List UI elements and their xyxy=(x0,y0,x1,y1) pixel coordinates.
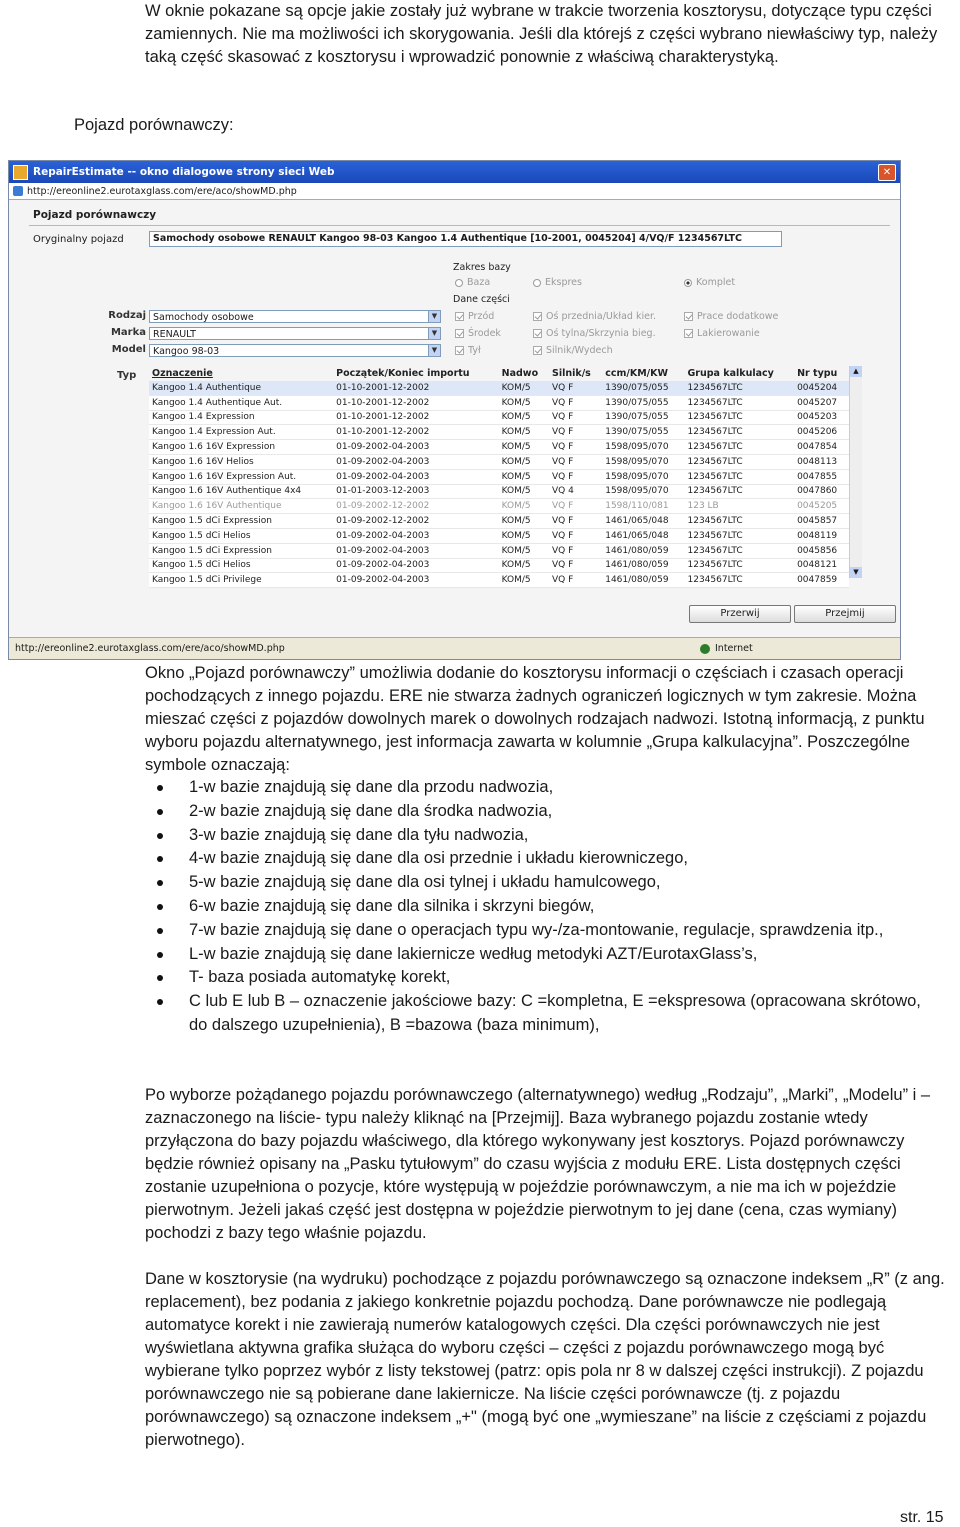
marka-select[interactable] xyxy=(149,327,441,340)
col-header[interactable]: Grupa kalkulacy xyxy=(685,366,795,381)
radio-icon xyxy=(533,279,541,287)
table-cell: VQ F xyxy=(549,410,602,425)
bullet-icon xyxy=(157,904,163,910)
table-cell: 1461/080/059 xyxy=(602,543,684,558)
dialog-content xyxy=(9,200,900,638)
table-cell: Kangoo 1.5 dCi Privilege xyxy=(149,573,333,588)
description-paragraph: Okno „Pojazd porównawczy” umożliwia dodanie do kosztorysu informacji o częściach i czasach operacji pochodzących z innego pojazdu. ERE nie stwarza żadnych ograniczeń logicznych w tym zakresie. Można mieszać części z pojazdów dowolnych marek o dowolnych rodzajach nadwozi. Istotną informacją, z punktu wyboru pojazdu alternatywnego, jest informacja zawarta w kolumnie „Grupa kalkulacyjna”. Poszczególne symbole oznaczają: xyxy=(145,664,925,774)
table-row[interactable] xyxy=(149,558,849,573)
dialog-window-screenshot xyxy=(8,160,901,660)
table-cell: 1234567LTC xyxy=(685,381,795,395)
list-item xyxy=(145,847,935,871)
bullet-icon xyxy=(157,809,163,815)
table-cell: 01-09-2002-04-2003 xyxy=(333,469,498,484)
list-item xyxy=(145,776,935,800)
table-cell: 0045205 xyxy=(794,499,849,514)
table-cell: KOM/5 xyxy=(499,528,549,543)
check-prace-label: Prace dodatkowe xyxy=(697,311,779,322)
table-cell: 01-09-2002-12-2002 xyxy=(333,514,498,529)
table-cell: 0045207 xyxy=(794,395,849,410)
table-cell: 123 LB xyxy=(685,499,795,514)
panel-title: Pojazd porównawczy xyxy=(33,209,157,221)
table-cell: 1234567LTC xyxy=(685,410,795,425)
accept-button[interactable]: Przejmij xyxy=(794,605,896,623)
chevron-down-icon: ▼ xyxy=(428,311,440,322)
table-row[interactable] xyxy=(149,454,849,469)
check-os-przednia-label: Oś przednia/Układ kier. xyxy=(546,311,656,322)
table-row[interactable] xyxy=(149,514,849,529)
rodzaj-value: Samochody osobowe xyxy=(153,312,254,323)
table-cell: 1598/095/070 xyxy=(602,454,684,469)
table-row[interactable] xyxy=(149,528,849,543)
model-value: Kangoo 98-03 xyxy=(153,346,220,357)
check-srodek[interactable] xyxy=(455,328,501,339)
check-os-przednia[interactable] xyxy=(533,311,656,322)
table-cell: 1390/075/055 xyxy=(602,381,684,395)
table-cell: 01-09-2002-04-2003 xyxy=(333,558,498,573)
check-os-tylna[interactable] xyxy=(533,328,656,339)
list-item-text: C lub E lub B – oznaczenie jakościowe bazy: C =kompletna, E =ekspresowa (opracowana skrótowo, do dalszego uzupełnienia), B =bazowa (baza minimum), xyxy=(189,992,921,1034)
table-cell: KOM/5 xyxy=(499,381,549,395)
col-header[interactable]: Początek/Koniec importu xyxy=(333,366,498,381)
checkbox-icon xyxy=(533,329,542,338)
list-item-text: T- baza posiada automatykę korekt, xyxy=(189,968,451,987)
typ-label: Typ xyxy=(117,370,137,381)
table-cell: Kangoo 1.5 dCi Helios xyxy=(149,558,333,573)
chevron-down-icon: ▼ xyxy=(428,328,440,339)
table-row[interactable] xyxy=(149,395,849,410)
table-cell: KOM/5 xyxy=(499,469,549,484)
scroll-down-icon[interactable]: ▼ xyxy=(850,567,862,578)
table-cell: 0045857 xyxy=(794,514,849,529)
table-cell: Kangoo 1.4 Expression xyxy=(149,410,333,425)
table-cell: VQ F xyxy=(549,381,602,395)
window-titlebar xyxy=(9,161,900,183)
table-row[interactable] xyxy=(149,410,849,425)
table-cell: Kangoo 1.6 16V Expression Aut. xyxy=(149,469,333,484)
radio-ekspres[interactable] xyxy=(533,277,582,288)
table-cell: 0047860 xyxy=(794,484,849,499)
list-item xyxy=(145,943,935,967)
section-label: Pojazd porównawczy: xyxy=(74,116,234,134)
table-cell: 1234567LTC xyxy=(685,469,795,484)
table-cell: 1234567LTC xyxy=(685,528,795,543)
check-srodek-label: Środek xyxy=(468,328,501,339)
table-cell: 1234567LTC xyxy=(685,543,795,558)
radio-selected-icon xyxy=(684,279,692,287)
table-cell: 01-09-2002-04-2003 xyxy=(333,454,498,469)
table-row[interactable] xyxy=(149,573,849,588)
table-cell: 0047859 xyxy=(794,573,849,588)
table-cell: 1234567LTC xyxy=(685,573,795,588)
check-lakierowanie[interactable] xyxy=(684,328,760,339)
table-cell: VQ F xyxy=(549,573,602,588)
radio-baza[interactable] xyxy=(455,277,490,288)
radio-komplet-label: Komplet xyxy=(696,277,736,288)
status-zone-label: Internet xyxy=(715,643,753,654)
vehicle-type-table xyxy=(149,366,849,588)
table-cell: 1390/075/055 xyxy=(602,410,684,425)
checkbox-icon xyxy=(455,329,464,338)
table-row[interactable] xyxy=(149,440,849,455)
status-url: http://ereonline2.eurotaxglass.com/ere/aco/showMD.php xyxy=(15,643,285,654)
table-cell: Kangoo 1.4 Authentique Aut. xyxy=(149,395,333,410)
check-silnik[interactable] xyxy=(533,345,613,356)
radio-komplet[interactable] xyxy=(684,277,735,288)
panel-divider xyxy=(29,225,890,226)
chevron-down-icon: ▼ xyxy=(428,345,440,356)
table-row[interactable] xyxy=(149,425,849,440)
address-url: http://ereonline2.eurotaxglass.com/ere/aco/showMD.php xyxy=(27,185,297,197)
table-header-row xyxy=(149,366,849,381)
list-item xyxy=(145,895,935,919)
checkbox-icon xyxy=(533,346,542,355)
table-cell: 01-01-2003-12-2003 xyxy=(333,484,498,499)
table-cell: 1461/080/059 xyxy=(602,573,684,588)
app-icon xyxy=(13,165,28,180)
table-cell: VQ F xyxy=(549,499,602,514)
table-cell: 1598/095/070 xyxy=(602,484,684,499)
table-row[interactable] xyxy=(149,484,849,499)
table-cell: VQ F xyxy=(549,395,602,410)
model-select[interactable] xyxy=(149,344,441,357)
status-zone xyxy=(700,643,900,654)
list-item-text: 2-w bazie znajdują się dane dla środka nadwozia, xyxy=(189,801,553,820)
list-item-text: 7-w bazie znajdują się dane o operacjach typu wy-/za-montowanie, regulacje, sprawdzenia itp., xyxy=(189,920,884,939)
table-cell: VQ F xyxy=(549,558,602,573)
table-cell: 1461/080/059 xyxy=(602,558,684,573)
table-cell: VQ F xyxy=(549,543,602,558)
table-cell: 1234567LTC xyxy=(685,558,795,573)
table-cell: Kangoo 1.6 16V Helios xyxy=(149,454,333,469)
table-cell: 1598/095/070 xyxy=(602,440,684,455)
marka-value: RENAULT xyxy=(153,329,196,340)
table-cell: 0045856 xyxy=(794,543,849,558)
cancel-button[interactable]: Przerwij xyxy=(689,605,791,623)
table-cell: VQ F xyxy=(549,425,602,440)
table-row[interactable] xyxy=(149,543,849,558)
table-cell: KOM/5 xyxy=(499,410,549,425)
col-header[interactable]: Silnik/s xyxy=(549,366,602,381)
table-cell: 0045206 xyxy=(794,425,849,440)
table-cell: 1234567LTC xyxy=(685,454,795,469)
table-cell: Kangoo 1.6 16V Authentique xyxy=(149,499,333,514)
bullet-icon xyxy=(157,952,163,958)
intro-paragraph: W oknie pokazane są opcje jakie zostały już wybrane w trakcie tworzenia kosztorysu, dotyczące typu części zamiennych. Nie ma możliwości ich skorygowania. Jeśli dla którejś z części wybrano niewłaściwy typ, należy taką część skasować z kosztorysu i wprowadzić ponownie z właściwą charakterystyką. xyxy=(145,2,938,66)
radio-ekspres-label: Ekspres xyxy=(545,277,582,288)
checkbox-icon xyxy=(684,329,693,338)
bullet-icon xyxy=(157,833,163,839)
table-cell: 01-09-2002-04-2003 xyxy=(333,528,498,543)
list-item xyxy=(145,966,935,990)
table-cell: KOM/5 xyxy=(499,395,549,410)
table-cell: 0048119 xyxy=(794,528,849,543)
model-label: Model xyxy=(111,344,146,355)
table-cell: VQ F xyxy=(549,514,602,529)
bullet-icon xyxy=(157,785,163,791)
table-cell: 01-10-2001-12-2002 xyxy=(333,425,498,440)
table-cell: 1390/075/055 xyxy=(602,425,684,440)
page-number: str. 15 xyxy=(900,1509,944,1526)
table-cell: 1598/095/070 xyxy=(602,469,684,484)
table-cell: 0045204 xyxy=(794,381,849,395)
globe-icon xyxy=(700,644,710,654)
table-cell: 1461/065/048 xyxy=(602,514,684,529)
table-cell: KOM/5 xyxy=(499,573,549,588)
check-os-tylna-label: Oś tylna/Skrzynia bieg. xyxy=(546,328,656,339)
table-cell: 01-10-2001-12-2002 xyxy=(333,410,498,425)
col-header[interactable]: Nr typu xyxy=(794,366,849,381)
bullet-icon xyxy=(157,975,163,981)
col-header[interactable]: Oznaczenie xyxy=(149,366,333,381)
check-silnik-label: Silnik/Wydech xyxy=(546,345,613,356)
window-title: RepairEstimate -- okno dialogowe strony sieci Web xyxy=(33,166,335,178)
table-cell: Kangoo 1.6 16V Expression xyxy=(149,440,333,455)
list-item xyxy=(145,871,935,895)
table-cell: 1461/065/048 xyxy=(602,528,684,543)
rodzaj-select[interactable] xyxy=(149,310,441,323)
table-cell: KOM/5 xyxy=(499,440,549,455)
radio-baza-label: Baza xyxy=(467,277,491,288)
table-cell: KOM/5 xyxy=(499,543,549,558)
list-item-text: 4-w bazie znajdują się dane dla osi przednie i układu kierowniczego, xyxy=(189,849,688,868)
bullet-icon xyxy=(157,880,163,886)
table-cell: VQ F xyxy=(549,528,602,543)
table-cell: KOM/5 xyxy=(499,558,549,573)
table-row[interactable] xyxy=(149,499,849,514)
page-icon xyxy=(13,186,23,196)
checkbox-icon xyxy=(455,312,464,321)
table-cell: 0047855 xyxy=(794,469,849,484)
table-cell: 1234567LTC xyxy=(685,425,795,440)
list-item-text: L-w bazie znajdują się dane lakiernicze według metodyki AZT/EurotaxGlass’s, xyxy=(189,944,758,963)
rodzaj-label: Rodzaj xyxy=(108,310,146,321)
table-row[interactable] xyxy=(149,381,849,395)
table-cell: 1390/075/055 xyxy=(602,395,684,410)
check-przod-label: Przód xyxy=(468,311,495,322)
original-vehicle-label: Oryginalny pojazd xyxy=(33,234,124,245)
table-row[interactable] xyxy=(149,469,849,484)
table-cell: 01-09-2002-04-2003 xyxy=(333,573,498,588)
check-przod[interactable] xyxy=(455,311,494,322)
table-cell: 0045203 xyxy=(794,410,849,425)
table-cell: VQ F xyxy=(549,440,602,455)
table-cell: KOM/5 xyxy=(499,454,549,469)
radio-icon xyxy=(455,279,463,287)
table-cell: 0048121 xyxy=(794,558,849,573)
table-cell: 1598/110/081 xyxy=(602,499,684,514)
table-cell: 01-10-2001-12-2002 xyxy=(333,395,498,410)
table-cell: KOM/5 xyxy=(499,514,549,529)
table-cell: Kangoo 1.5 dCi Helios xyxy=(149,528,333,543)
list-item xyxy=(145,824,935,848)
table-cell: KOM/5 xyxy=(499,499,549,514)
table-cell: Kangoo 1.6 16V Authentique 4x4 xyxy=(149,484,333,499)
marka-label: Marka xyxy=(110,327,146,338)
table-scrollbar[interactable] xyxy=(849,366,862,578)
list-item-text: 3-w bazie znajdują się dane dla tyłu nadwozia, xyxy=(189,825,529,844)
table-cell: KOM/5 xyxy=(499,484,549,499)
original-vehicle-value: Samochody osobowe RENAULT Kangoo 98-03 Kangoo 1.4 Authentique [10-2001, 0045204] 4/VQ/F 1234567LTC xyxy=(149,231,782,247)
scroll-up-icon[interactable]: ▲ xyxy=(850,366,862,377)
list-item xyxy=(145,800,935,824)
table-cell: 1234567LTC xyxy=(685,484,795,499)
table-cell: 1234567LTC xyxy=(685,514,795,529)
bullet-icon xyxy=(157,928,163,934)
check-tyl-label: Tył xyxy=(468,345,481,356)
table-cell: VQ F xyxy=(549,469,602,484)
list-item-text: 1-w bazie znajdują się dane dla przodu nadwozia, xyxy=(189,778,554,796)
col-header[interactable]: ccm/KM/KW xyxy=(602,366,684,381)
checkbox-icon xyxy=(455,346,464,355)
close-icon[interactable]: ✕ xyxy=(878,164,896,181)
table-cell: KOM/5 xyxy=(499,425,549,440)
table-cell: 0047854 xyxy=(794,440,849,455)
zakres-title: Zakres bazy xyxy=(453,262,511,273)
table-cell: Kangoo 1.5 dCi Expression xyxy=(149,514,333,529)
status-bar xyxy=(9,637,900,659)
closing-paragraph-2: Dane w kosztorysie (na wydruku) pochodzące z pojazdu porównawczego są oznaczone indeksem „R” (z ang. replacement), bez podania z jakiego konkretnie pojazdu pochodzą. Dane porównawcze nie podlegają automatyce korekt i nie zawierają numerów katalogowych części. Dla części porównawczych nie jest wyświetlana aktywna grafika służąca do wyboru części – części z pojazdu porównawczego mogą być wybierane tylko poprzez wybór z listy tekstowej (patrz: opis pola nr 8 w dalszej części instrukcji). Z pojazdu porównawczego nie są pobierane dane lakiernicze. Na liście części porównawcze (tj. z pojazdu porównawczego) są oznaczone indeksem „+" (mogą być one „wymieszane” na liście z częściami z pojazdu pierwotnego). xyxy=(145,1270,945,1449)
bullet-icon xyxy=(157,999,163,1005)
table-cell: Kangoo 1.4 Expression Aut. xyxy=(149,425,333,440)
check-tyl[interactable] xyxy=(455,345,481,356)
table-cell: 01-09-2002-12-2002 xyxy=(333,499,498,514)
address-bar xyxy=(9,183,900,200)
table-cell: 1234567LTC xyxy=(685,395,795,410)
table-cell: VQ 4 xyxy=(549,484,602,499)
table-cell: 1234567LTC xyxy=(685,440,795,455)
symbol-list xyxy=(145,776,935,1038)
table-cell: 0048113 xyxy=(794,454,849,469)
table-cell: Kangoo 1.5 dCi Expression xyxy=(149,543,333,558)
table-cell: VQ F xyxy=(549,454,602,469)
table-cell: Kangoo 1.4 Authentique xyxy=(149,381,333,395)
list-item-text: 5-w bazie znajdują się dane dla osi tylnej i układu hamulcowego, xyxy=(189,873,661,892)
closing-paragraph-1: Po wyborze pożądanego pojazdu porównawczego (alternatywnego) według „Rodzaju”, „Marki”, „Modelu” i –zaznaczonego na liście- typu należy kliknąć na [Przejmij]. Baza wybranego pojazdu zostanie wtedy przyłączona do bazy pojazdu właściwego, dla którego wykonywany jest kosztorys. Pojazd porównawczy będzie również opisany na „Pasku tytułowym” do czasu wyjścia z modułu ERE. Lista dostępnych części zostanie uzupełniona o pozycje, które występują w pojeździe porównawczym, a nie ma ich w pojeździe pierwotnym. Jeżeli jakaś część jest dostępna w pojeździe pierwotnym to jej dane (cena, czas wymiany) pochodzi z bazy tego właśnie pojazdu. xyxy=(145,1086,931,1242)
table-cell: 01-09-2002-04-2003 xyxy=(333,440,498,455)
table-cell: 01-10-2001-12-2002 xyxy=(333,381,498,395)
table-cell: 01-09-2002-04-2003 xyxy=(333,543,498,558)
dane-title: Dane części xyxy=(453,294,510,305)
list-item xyxy=(145,990,935,1038)
checkbox-icon xyxy=(684,312,693,321)
col-header[interactable]: Nadwo xyxy=(499,366,549,381)
list-item xyxy=(145,919,935,943)
check-prace-dodatkowe[interactable] xyxy=(684,311,778,322)
checkbox-icon xyxy=(533,312,542,321)
list-item-text: 6-w bazie znajdują się dane dla silnika i skrzyni biegów, xyxy=(189,896,595,915)
bullet-icon xyxy=(157,856,163,862)
check-lakierowanie-label: Lakierowanie xyxy=(697,328,760,339)
